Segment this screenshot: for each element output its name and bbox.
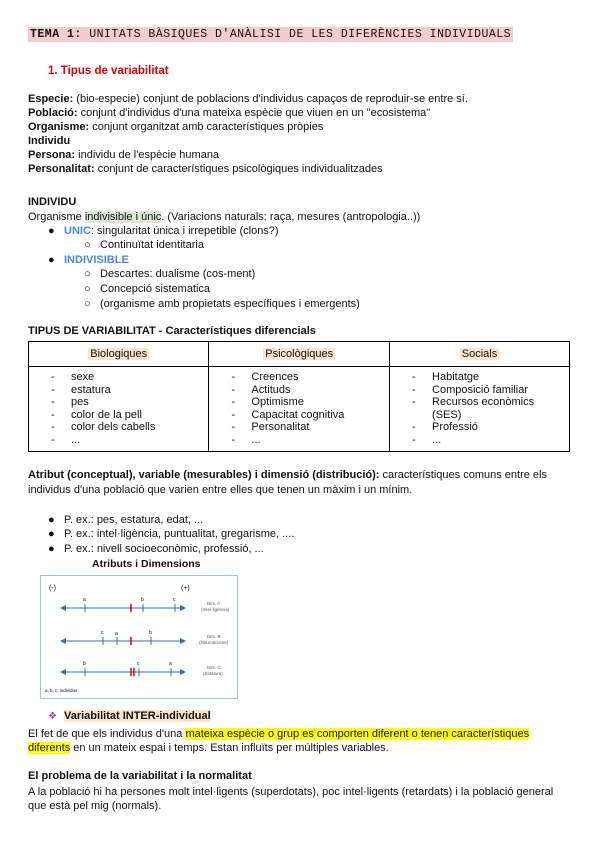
column-header-biologiques: Biologiques — [90, 348, 148, 360]
example-item: P. ex.: intel·ligència, puntualitat, gregarisme, .... — [64, 528, 295, 540]
example-item: P. ex.: pes, estatura, edat, ... — [64, 514, 204, 526]
minus-label: (-) — [49, 585, 56, 592]
list-item: - Professió — [412, 421, 478, 434]
example-bullet: ● — [48, 543, 55, 555]
definition-individu: Individu — [28, 135, 71, 147]
diamond-bullet-icon: ❖ — [48, 711, 57, 722]
indivisible-sub-item: Descartes: dualisme (cos-ment) — [100, 268, 256, 280]
dimension-label: Dim. B — [207, 634, 221, 639]
diagram-title: Atributs i Dimensions — [92, 558, 201, 570]
tick-label: c — [173, 597, 176, 603]
list-item: - Personalitat — [231, 421, 310, 434]
definition-personalitat: Personalitat: conjunt de característiques psicològiques individualitzades — [28, 163, 383, 175]
list-item: - Recursos econòmics — [412, 396, 535, 409]
unic-sub-bullet: ○ — [84, 239, 91, 251]
problema-heading: El problema de la variabilitat i la normalitat — [28, 770, 252, 782]
plus-label: (+) — [181, 585, 190, 592]
list-item: - Habitatge — [412, 371, 480, 383]
definition-especie: Especie: (bio-especie) conjunt de poblacions d'individus capaços de reproduir-se entre sí. — [28, 93, 468, 105]
atribut-paragraph-line2: individus d'una població que varien entre elles que tenen un màxim i un mínim. — [28, 484, 413, 496]
example-item: P. ex.: nivell socioeconòmic, professió, ... — [64, 543, 264, 555]
diagram-footnote: a, b, c: individus — [45, 688, 78, 693]
inter-paragraph-line2: diferents en un mateix espai i temps. Estan influïts per múltiples variables. — [28, 742, 389, 754]
indivisible-bullet: ● — [48, 254, 55, 266]
tick-label: c — [137, 661, 140, 667]
list-item: - color de la pell — [51, 408, 142, 421]
indivisible-item: INDIVISIBLE — [64, 254, 129, 266]
column-header-psicologiques: Psicològiques — [265, 348, 334, 360]
list-item: - ... — [412, 433, 442, 446]
dimension-sub: (Estatura) — [203, 671, 223, 676]
indivisible-sub-bullet: ○ — [84, 298, 91, 310]
unic-sub-item: Continuïtat identitaria — [100, 239, 204, 251]
column-header-socials: Socials — [461, 348, 498, 360]
indivisible-sub-item: (organisme amb propietats específiques i emergents) — [100, 298, 360, 310]
list-item: - estatura — [51, 383, 111, 396]
title-rest: UNITATS BÀSIQUES D'ANÀLISI DE LES DIFERÈNCIES INDIVIDUALS — [81, 28, 512, 41]
example-bullet: ● — [48, 514, 55, 526]
list-item: - ... — [51, 433, 81, 446]
inter-paragraph-line1: El fet de que els individus d'una mateixa espècie o grup es comporten diferent o tenen característiques — [28, 728, 530, 740]
list-item: - Capacitat cognitiva — [231, 408, 345, 421]
diagram-svg — [41, 576, 237, 698]
atribut-paragraph-line1: Atribut (conceptual), variable (mesurables) i dimensió (distribució): característiques comuns entre els — [28, 469, 547, 481]
unic-item: UNIC: singularitat única i irrepetible (clons?) — [64, 225, 279, 237]
tick-label: b — [141, 597, 144, 603]
list-item: - Actituds — [231, 383, 291, 396]
column-biologiques — [29, 367, 208, 451]
dimension-label: Dim. A — [207, 601, 221, 606]
indivisible-sub-bullet: ○ — [84, 283, 91, 295]
definition-persona: Persona: individu de l'espècie humana — [28, 149, 220, 161]
tick-label: c — [101, 630, 104, 636]
list-item: - ... — [231, 433, 261, 446]
unic-bullet: ● — [48, 225, 55, 237]
tick-label: b — [149, 630, 152, 636]
list-item: - Composició familiar — [412, 383, 529, 396]
inter-heading: Variabilitat INTER-individual — [64, 710, 211, 722]
tick-label: b — [83, 661, 86, 667]
example-bullet: ● — [48, 528, 55, 540]
individu-description: Organisme indivisible i únic. (Variacions naturals: raça, mesures (antropologia..)) — [28, 211, 421, 223]
list-item: (SES) — [432, 408, 462, 421]
dimension-sub: (Neuroticisme) — [199, 640, 229, 645]
tick-label: a — [115, 631, 118, 637]
title-bold: TEMA 1: — [30, 28, 82, 41]
indivisible-sub-item: Concepció sistematica — [100, 283, 211, 295]
dimension-sub: (Intel·ligència) — [201, 607, 230, 612]
list-item: - Creences — [231, 371, 299, 383]
table-heading: TIPUS DE VARIABILITAT - Característiques diferencials — [28, 325, 316, 337]
list-item: - sexe — [51, 371, 95, 383]
problema-line1: A la població hi ha persones molt intel·ligents (superdotats), poc intel·ligents (retardats) i la població general — [28, 786, 554, 798]
variability-table — [28, 341, 570, 452]
definition-organisme: Organisme: conjunt organitzat amb característiques pròpies — [28, 121, 324, 133]
tick-label: a — [83, 597, 86, 603]
list-item: - pes — [51, 396, 89, 409]
list-item: - color dels cabells — [51, 421, 156, 434]
problema-line2: que està pel mig (normals). — [28, 800, 162, 812]
section-heading-tipus: 1. Tipus de variabilitat — [48, 65, 169, 77]
indivisible-sub-bullet: ○ — [84, 268, 91, 280]
dimension-label: Dim. C — [207, 665, 221, 670]
definition-poblacio: Població: conjunt d'individus d'una mateixa espècie que viuen en un "ecosistema" — [28, 107, 431, 119]
document-title — [28, 27, 513, 42]
list-item: - Optimisme — [231, 396, 304, 409]
individu-heading: INDIVIDU — [28, 196, 77, 208]
column-socials — [390, 367, 569, 451]
attributes-dimensions-diagram — [40, 575, 238, 699]
tick-label: a — [169, 661, 172, 667]
column-psicologiques — [209, 367, 389, 451]
